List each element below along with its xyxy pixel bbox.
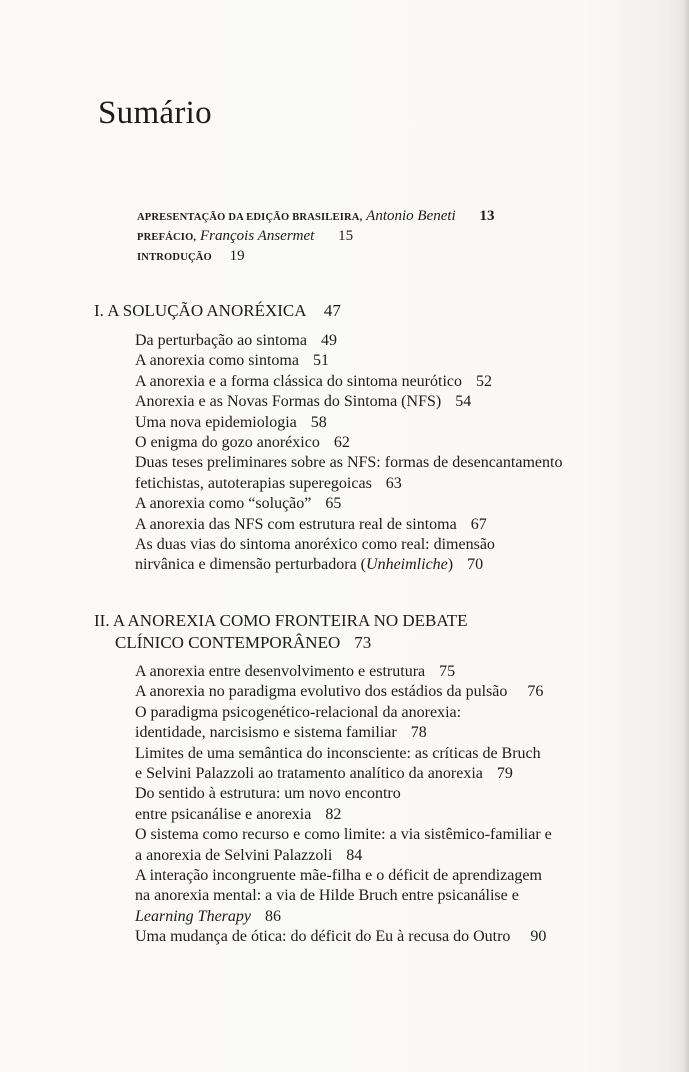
toc-entry xyxy=(135,535,562,576)
toc-entry-page: 79 xyxy=(496,765,513,783)
toc-entry-page: 54 xyxy=(455,393,472,411)
front-matter-item-apresentacao xyxy=(137,206,494,226)
toc-entry-page: 78 xyxy=(410,724,427,742)
toc-entry-text: Duas teses preliminares sobre as NFS: formas de desencantamento xyxy=(135,454,563,472)
toc-entry xyxy=(135,744,552,785)
toc-entry xyxy=(135,866,552,927)
toc-entry xyxy=(135,825,552,866)
part-heading-text: CLÍNICO CONTEMPORÂNEO xyxy=(115,633,341,652)
toc-entry-page: 75 xyxy=(439,663,456,680)
toc-entry-page: 62 xyxy=(333,434,350,452)
toc-entry xyxy=(135,331,562,351)
toc-entry xyxy=(135,392,562,412)
toc-entry-page: 58 xyxy=(310,413,327,431)
toc-entry-italic: Learning Therapy xyxy=(135,907,251,925)
toc-entry xyxy=(135,682,552,702)
toc-entry xyxy=(135,494,562,514)
toc-entry-text: A anorexia no paradigma evolutivo dos estádios da pulsão xyxy=(135,683,508,701)
toc-entry-text: As duas vias do sintoma anoréxico como real: dimensão xyxy=(135,536,495,554)
toc-entry-page: 52 xyxy=(476,372,492,390)
toc-entry-page: 49 xyxy=(320,332,337,349)
part-heading-page: 73 xyxy=(354,633,372,652)
toc-entry-text: O sistema como recurso e como limite: a via sistêmico-familiar e xyxy=(135,826,552,844)
toc-entry xyxy=(135,413,562,433)
part-1-entries xyxy=(135,331,562,576)
toc-entry-page: 51 xyxy=(312,352,329,370)
front-matter-list xyxy=(137,206,494,266)
page-title: Sumário xyxy=(98,95,212,131)
toc-entry-text: fetichistas, autoterapias superegoicas xyxy=(135,474,372,492)
toc-entry-text: ) xyxy=(447,556,454,574)
front-matter-page: 13 xyxy=(479,208,495,224)
toc-entry-text: a anorexia de Selvini Palazzoli xyxy=(135,846,333,864)
front-matter-page: 15 xyxy=(338,228,354,244)
page-edge-shadow xyxy=(682,0,689,1072)
toc-entry xyxy=(135,372,562,392)
toc-entry-text: nirvânica e dimensão perturbadora ( xyxy=(135,556,367,574)
toc-entry-text: O paradigma psicogenético-relacional da anorexia: xyxy=(135,703,462,721)
toc-entry-text: e Selvini Palazzoli ao tratamento analítico da anorexia xyxy=(135,765,483,783)
front-matter-author: François Ansermet xyxy=(200,228,315,244)
front-matter-label: INTRODUÇÃO xyxy=(137,252,212,263)
toc-entry-text: na anorexia mental: a via de Hilde Bruch entre psicanálise e xyxy=(135,887,519,905)
toc-entry-page: 70 xyxy=(467,556,484,574)
part-heading-page: 47 xyxy=(323,301,341,320)
toc-entry xyxy=(135,453,562,494)
toc-entry-page: 76 xyxy=(527,683,544,701)
part-heading-1 xyxy=(94,300,341,322)
toc-entry-text: Uma mudança de ótica: do déficit do Eu à recusa do Outro xyxy=(135,928,511,946)
part-heading-line2 xyxy=(94,632,468,654)
toc-entry-text: A interação incongruente mãe-filha e o déficit de aprendizagem xyxy=(135,867,542,885)
toc-entry-text: Do sentido à estrutura: um novo encontro xyxy=(135,785,401,803)
toc-entry-text: entre psicanálise e anorexia xyxy=(135,805,312,823)
toc-entry xyxy=(135,433,562,453)
toc-entry-text: Limites de uma semântica do inconsciente: as críticas de Bruch xyxy=(135,744,541,762)
toc-entry-italic: Unheimliche xyxy=(366,556,448,574)
toc-entry xyxy=(135,662,552,682)
part-2-entries xyxy=(135,662,552,948)
front-matter-page: 19 xyxy=(229,248,245,264)
part-heading-text: I. A SOLUÇÃO ANORÉXICA xyxy=(94,301,306,320)
front-matter-item-introducao xyxy=(137,246,494,266)
toc-entry-text: O enigma do gozo anoréxico xyxy=(135,434,320,452)
toc-entry-text: Anorexia e as Novas Formas do Sintoma (NFS) xyxy=(135,393,442,411)
front-matter-item-prefacio xyxy=(137,226,494,246)
toc-entry-text: A anorexia como “solução” xyxy=(135,495,312,513)
toc-entry-page: 90 xyxy=(530,928,547,946)
part-heading-2 xyxy=(94,610,468,654)
toc-entry-text: A anorexia entre desenvolvimento e estrutura xyxy=(135,663,426,680)
toc-entry-page: 82 xyxy=(325,805,342,823)
front-matter-label: PREFÁCIO, xyxy=(137,232,197,243)
toc-entry xyxy=(135,703,552,744)
toc-entry-text: Da perturbação ao sintoma xyxy=(135,332,307,349)
toc-entry-page: 84 xyxy=(346,846,363,864)
toc-entry xyxy=(135,351,562,371)
part-heading-text: II. A ANOREXIA COMO FRONTEIRA NO DEBATE xyxy=(94,611,468,630)
toc-entry-text: A anorexia e a forma clássica do sintoma neurótico xyxy=(135,372,462,390)
toc-entry xyxy=(135,927,552,947)
front-matter-author: Antonio Beneti xyxy=(366,208,456,224)
toc-entry-page: 67 xyxy=(470,515,487,533)
toc-entry-page: 63 xyxy=(385,474,402,492)
toc-entry xyxy=(135,784,552,825)
toc-entry-text: Uma nova epidemiologia xyxy=(135,413,297,431)
toc-entry xyxy=(135,515,562,535)
toc-entry-text: identidade, narcisismo e sistema familiar xyxy=(135,724,397,742)
front-matter-label: APRESENTAÇÃO DA EDIÇÃO BRASILEIRA, xyxy=(137,212,363,223)
toc-entry-page: 86 xyxy=(265,907,281,925)
toc-entry-text: A anorexia das NFS com estrutura real de sintoma xyxy=(135,515,457,533)
toc-entry-text: A anorexia como sintoma xyxy=(135,352,299,370)
toc-entry-page: 65 xyxy=(325,495,342,513)
